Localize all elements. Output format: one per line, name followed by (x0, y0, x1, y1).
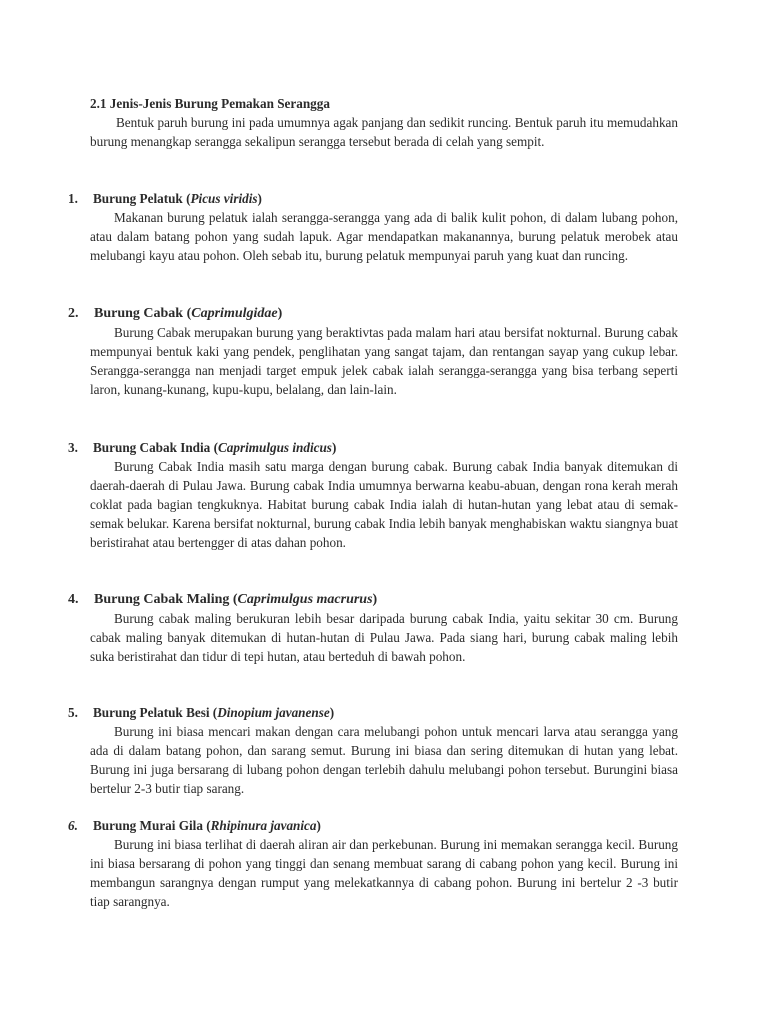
intro-paragraph: Bentuk paruh burung ini pada umumnya agak panjang dan sedikit runcing. Bentuk paruh itu memudahkan burung menangkap serangga sekalipun serangga tersebut berada di celah yang sempit. (90, 115, 678, 149)
section-heading: 2.1 Jenis-Jenis Burung Pemakan Serangga (90, 96, 330, 111)
bird-description: Burung ini biasa terlihat di daerah aliran air dan perkebunan. Burung ini memakan serangga kecil. Burung ini biasa bersarang di pohon yang tinggi dan senang membuat sarang di cabang pohon yang kecil. Burung ini membangun sarangnya dengan rumput yang melekatkannya di cabang pohon. Burung ini bertelur 2 -3 butir tiap sarangnya. (90, 837, 678, 909)
bird-heading (68, 816, 678, 835)
scientific-name: Caprimulgus indicus (217, 440, 332, 455)
list-number: 3. (68, 440, 78, 455)
bird-section-pelatuk-besi (68, 703, 678, 798)
bird-section-cabak (68, 304, 678, 399)
scientific-name: Picus viridis (190, 191, 258, 206)
bird-section-murai-gila (68, 816, 678, 911)
bird-name: Burung Pelatuk ( (93, 191, 191, 206)
bird-section-pelatuk (68, 189, 678, 265)
bird-name-close: ) (277, 306, 283, 321)
scientific-name: Dinopium javanense (217, 705, 330, 720)
bird-heading (68, 703, 678, 722)
bird-name-close: ) (372, 592, 378, 607)
bird-heading (68, 189, 678, 208)
bird-description: Burung Cabak India masih satu marga dengan burung cabak. Burung cabak India banyak ditemukan di daerah-daerah di Pulau Jawa. Burung cabak India umumnya berwarna keabu-abuan, dengan rona kerah merah coklat pada bagian tengkuknya. Habitat burung cabak India ialah di hutan-hutan yang lebat atau di semak-semak belukar. Karena bersifat nokturnal, burung cabak India lebih banyak menghabiskan waktu siangnya buat beristirahat atau bertengger di atas dahan pohon. (90, 459, 678, 550)
bird-heading (68, 304, 678, 323)
bird-name-close: ) (331, 440, 337, 455)
bird-description: Burung ini biasa mencari makan dengan cara melubangi pohon untuk mencari larva atau serangga yang ada di dalam batang pohon, dan sarang semut. Burung ini biasa dan sering ditemukan di hutan yang lebat. Burung ini juga bersarang di lubang pohon dengan terlebih dahulu melubangi pohon tersebut. Burungini biasa bertelur 2-3 butir tiap sarang. (90, 724, 678, 796)
list-number: 4. (68, 592, 79, 607)
bird-name-close: ) (257, 191, 262, 206)
bird-description: Burung Cabak merupakan burung yang beraktivtas pada malam hari atau bersifat nokturnal. Burung cabak mempunyai bentuk kaki yang pendek, penglihatan yang sangat tajam, dan rentangan sayap yang cukup lebar. Serangga-serangga nan menjadi target empuk jelek cabak ialah serangga-serangga yang bisa terbang seperti laron, kunang-kunang, kupu-kupu, belalang, dan lain-lain. (90, 325, 678, 397)
bird-name-close: ) (329, 705, 335, 720)
bird-name: Burung Pelatuk Besi ( (93, 705, 218, 720)
list-number: 6. (68, 818, 78, 833)
bird-heading (68, 590, 678, 609)
scientific-name: Caprimulgus macrurus (237, 592, 373, 607)
list-number: 2. (68, 306, 79, 321)
bird-section-cabak-india (68, 438, 678, 552)
bird-description: Makanan burung pelatuk ialah serangga-serangga yang ada di balik kulit pohon, di dalam lubang pohon, atau dalam batang pohon yang sudah lapuk. Agar mendapatkan makanannya, burung pelatuk merobek atau melubangi kayu atau pohon. Oleh sebab itu, burung pelatuk mempunyai paruh yang kuat dan runcing. (90, 210, 678, 263)
scientific-name: Rhipinura javanica (210, 818, 317, 833)
bird-section-cabak-maling (68, 590, 678, 666)
bird-name: Burung Murai Gila ( (93, 818, 211, 833)
list-number: 5. (68, 705, 78, 720)
scientific-name: Caprimulgidae (191, 306, 278, 321)
list-number: 1. (68, 191, 78, 206)
bird-name: Burung Cabak Maling ( (94, 592, 238, 607)
bird-name: Burung Cabak ( (94, 306, 192, 321)
bird-name: Burung Cabak India ( (93, 440, 218, 455)
bird-description: Burung cabak maling berukuran lebih besar daripada burung cabak India, yaitu sekitar 30 cm. Burung cabak maling banyak ditemukan di hutan-hutan di Pulau Jawa. Pada siang hari, burung cabak maling lebih suka beristirahat dan tidur di tepi hutan, atau berteduh di bawah pohon. (90, 611, 678, 664)
bird-name-close: ) (316, 818, 321, 833)
bird-heading (68, 438, 678, 457)
